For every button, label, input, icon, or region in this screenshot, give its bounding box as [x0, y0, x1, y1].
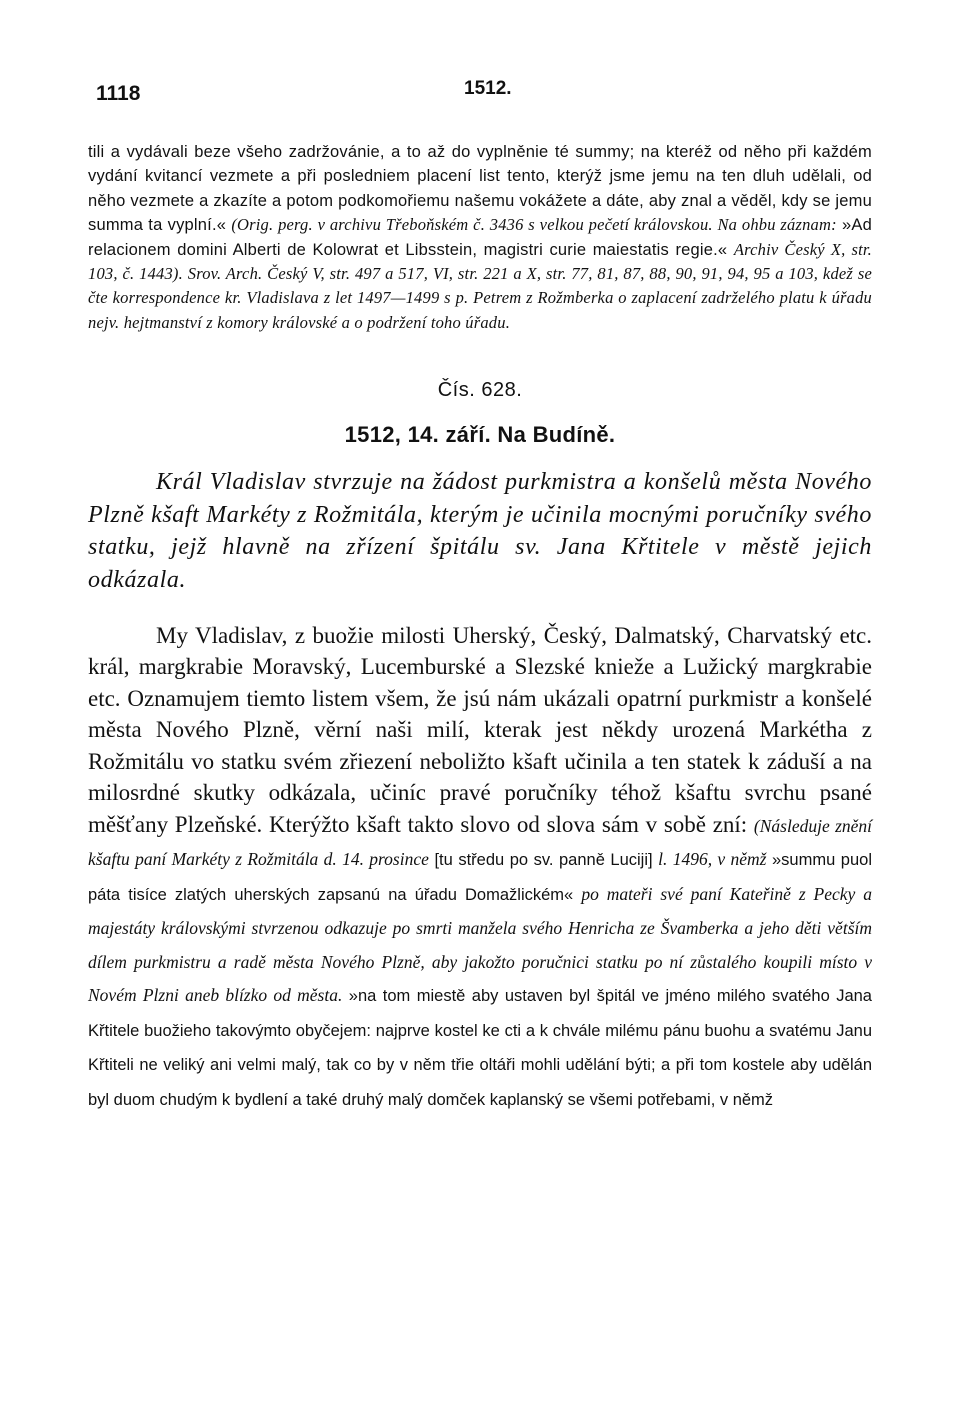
text-italic-1: (Následuje znění kšaftu paní Markéty z Rožmitála d. 14. prosince [88, 815, 873, 870]
text-italic-2: l. 1496, v němž [658, 849, 767, 870]
document-page [88, 78, 872, 1116]
note-text-2: »Ad relacionem domini Alberti de Kolowrat et Libsstein, magistri curie maiestatis regie.« [88, 216, 872, 259]
text-italic-3: po mateři své paní Kateřině z Pecky a majestáty královskými stvrzenou odkazuje po smrti manžela svého Henricha ze Švamberka a jeho děti větším dílem purkmistru a radě města Nového Plzně, aby jakožto poručnici statku po ní zůstalého koupili místo v Novém Plzni aneb blízko od města. [88, 883, 872, 1006]
text-part-1: My Vladislav, z buožie milosti Uherský, Český, Dalmatský, Charvatský etc. král, margkrabie Moravský, Lucemburské a Slezské knieže a Lužický margkrabie etc. Oznamujem tiemto listem všem, že jsú nám ukázali opatrní purkmistr a konšelé města Nového Plzně, věrní naši milí, kterak jest někdy urozená Markétha z Rožmitálu vo statku svém zřiezení neboližto kšaft učinila a ten statek k záduší a na milosrdné skutky odkázala, učiníc pravé poručníky téhož kšaftu svrchu psané měšťany Plzeňské. Kterýžto kšaft takto slovo od slova sám v sobě zní: [88, 622, 872, 837]
page-number: 1118 [96, 82, 141, 105]
text-part-2: [tu středu po sv. panně Luciji] [428, 851, 659, 870]
note-italic-2: Archiv Český X, str. 103, č. 1443). Srov. Arch. Český V, str. 497 a 517, VI, str. 221 a X, str. 77, 81, 87, 88, 90, 91, 94, 95 a 103, kdež se čte korrespondence kr. Vladislava z let 1497—1499 s p. Petrem z Rožmberka o zaplacení zadrželého platu k úřadu nejv. hejtmanství z komory královské a o podržení toho úřadu. [88, 239, 872, 332]
previous-document-note [88, 140, 872, 335]
document-number: Čís. 628. [437, 379, 523, 402]
document-regest: Král Vladislav stvrzuje na žádost purkmistra a konšelů města Nového Plzně kšaft Markéty z Rožmitála, kterým je učinila mocnými poručníky svého statku, jejž hlavně na zřízení špitálu sv. Jana Křtitele v městě jejich odkázala. [88, 469, 872, 594]
text-part-3: »summu puol páta tisíce zlatých uherských zapsanú na úřadu Domažlickém« [88, 851, 873, 904]
document-date-place: 1512, 14. září. Na Budíně. [344, 422, 616, 448]
note-italic-1: (Orig. perg. v archivu Třeboňském č. 3436 s velkou pečetí královskou. Na ohbu záznam: [231, 215, 837, 235]
text-part-4: »na tom miestě aby ustaven byl špitál ve jméno milého svatého Jana Křtitele buožieho takovýmto obyčejem: najprve kostel ke cti a k chvále milému pánu buohu a svatému Janu Křtiteli ne veliký ani velmi malý, tak co by v něm třie oltáři mohli udělání býti; a při tom kostele aby udělán byl duom chudým k bydlení a také druhý malý domček kaplanský se všemi potřebami, v němž [88, 987, 872, 1109]
note-text-1: tili a vydávali beze všeho zadržovánie, a to až do vyplněnie té summy; na kteréž od něho při každém vydání kvitancí vezmete a při posledniem placení list tento, kterýž jsme jemu na ten dluh udělali, od něho vezmete a zkazíte a potom podkomořiemu našemu vokážete a dáte, aby znal a věděl, kdy se jemu summa ta vyplní.« [88, 143, 872, 235]
document-text [88, 620, 872, 1117]
running-head-year: 1512. [464, 78, 512, 99]
page-header [88, 78, 872, 118]
